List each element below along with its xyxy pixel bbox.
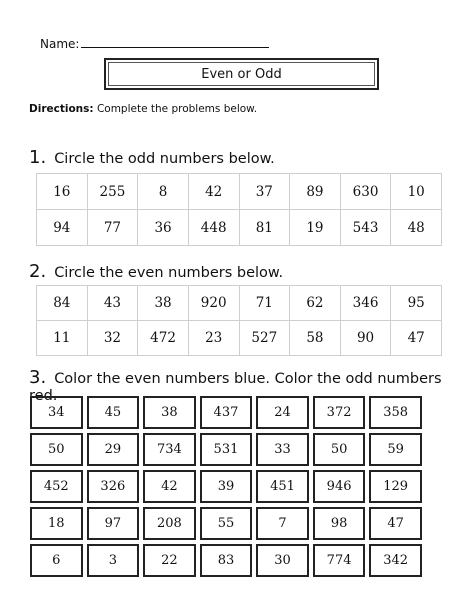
number-cell[interactable]: 30	[256, 544, 309, 577]
question-3-number: 3.	[29, 367, 47, 388]
grid-row	[30, 507, 422, 540]
question-1-grid	[36, 173, 442, 246]
number-cell[interactable]: 23	[188, 321, 239, 356]
number-cell[interactable]: 37	[239, 174, 290, 210]
number-cell[interactable]: 45	[87, 396, 140, 429]
question-3-text: Color the even numbers blue. Color the odd numbers red.	[29, 371, 442, 404]
number-cell[interactable]: 90	[340, 321, 391, 356]
number-cell[interactable]: 452	[30, 470, 83, 503]
directions-text: Complete the problems below.	[96, 103, 258, 115]
number-cell[interactable]: 43	[87, 286, 138, 321]
number-cell[interactable]: 47	[369, 507, 422, 540]
number-cell[interactable]: 451	[256, 470, 309, 503]
number-cell[interactable]: 29	[87, 433, 140, 466]
page-title: Even or Odd	[108, 62, 375, 86]
number-cell[interactable]: 3	[87, 544, 140, 577]
number-cell[interactable]: 920	[188, 286, 239, 321]
number-cell[interactable]: 81	[239, 210, 290, 246]
number-cell[interactable]: 448	[188, 210, 239, 246]
number-cell[interactable]: 98	[313, 507, 366, 540]
number-cell[interactable]: 38	[138, 286, 189, 321]
number-cell[interactable]: 42	[188, 174, 239, 210]
question-1-text: Circle the odd numbers below.	[54, 151, 275, 167]
question-2-number: 2.	[29, 261, 47, 282]
grid-row	[30, 470, 422, 503]
question-1	[29, 147, 275, 168]
name-field	[40, 35, 269, 51]
directions	[29, 103, 257, 115]
number-cell[interactable]: 372	[313, 396, 366, 429]
number-cell[interactable]: 543	[340, 210, 391, 246]
number-cell[interactable]: 255	[87, 174, 138, 210]
number-cell[interactable]: 129	[369, 470, 422, 503]
name-line[interactable]	[81, 35, 269, 48]
number-cell[interactable]: 83	[200, 544, 253, 577]
number-cell[interactable]: 47	[391, 321, 442, 356]
number-cell[interactable]: 55	[200, 507, 253, 540]
number-cell[interactable]: 77	[87, 210, 138, 246]
number-cell[interactable]: 24	[256, 396, 309, 429]
question-2	[29, 261, 283, 282]
title-box	[104, 58, 379, 90]
number-cell[interactable]: 11	[37, 321, 88, 356]
number-cell[interactable]: 62	[290, 286, 341, 321]
number-cell[interactable]: 527	[239, 321, 290, 356]
number-cell[interactable]: 33	[256, 433, 309, 466]
number-cell[interactable]: 630	[340, 174, 391, 210]
question-1-number: 1.	[29, 147, 47, 168]
number-cell[interactable]: 734	[143, 433, 196, 466]
question-3-grid	[26, 392, 426, 581]
grid-row	[37, 286, 442, 321]
grid-row	[30, 544, 422, 577]
number-cell[interactable]: 34	[30, 396, 83, 429]
number-cell[interactable]: 346	[340, 286, 391, 321]
number-cell[interactable]: 22	[143, 544, 196, 577]
number-cell[interactable]: 342	[369, 544, 422, 577]
number-cell[interactable]: 6	[30, 544, 83, 577]
number-cell[interactable]: 946	[313, 470, 366, 503]
number-cell[interactable]: 95	[391, 286, 442, 321]
number-cell[interactable]: 774	[313, 544, 366, 577]
number-cell[interactable]: 50	[30, 433, 83, 466]
number-cell[interactable]: 8	[138, 174, 189, 210]
question-2-grid	[36, 285, 442, 356]
grid-row	[37, 321, 442, 356]
number-cell[interactable]: 58	[290, 321, 341, 356]
number-cell[interactable]: 48	[391, 210, 442, 246]
directions-label: Directions:	[29, 103, 94, 115]
number-cell[interactable]: 97	[87, 507, 140, 540]
name-label: Name:	[40, 37, 80, 51]
number-cell[interactable]: 59	[369, 433, 422, 466]
number-cell[interactable]: 7	[256, 507, 309, 540]
grid-row	[37, 210, 442, 246]
number-cell[interactable]: 208	[143, 507, 196, 540]
number-cell[interactable]: 39	[200, 470, 253, 503]
number-cell[interactable]: 18	[30, 507, 83, 540]
number-cell[interactable]: 10	[391, 174, 442, 210]
number-cell[interactable]: 32	[87, 321, 138, 356]
number-cell[interactable]: 84	[37, 286, 88, 321]
number-cell[interactable]: 71	[239, 286, 290, 321]
number-cell[interactable]: 16	[37, 174, 88, 210]
question-2-text: Circle the even numbers below.	[54, 265, 284, 281]
number-cell[interactable]: 89	[290, 174, 341, 210]
grid-row	[37, 174, 442, 210]
number-cell[interactable]: 50	[313, 433, 366, 466]
number-cell[interactable]: 36	[138, 210, 189, 246]
number-cell[interactable]: 326	[87, 470, 140, 503]
number-cell[interactable]: 38	[143, 396, 196, 429]
number-cell[interactable]: 531	[200, 433, 253, 466]
number-cell[interactable]: 437	[200, 396, 253, 429]
number-cell[interactable]: 42	[143, 470, 196, 503]
number-cell[interactable]: 19	[290, 210, 341, 246]
number-cell[interactable]: 472	[138, 321, 189, 356]
number-cell[interactable]: 94	[37, 210, 88, 246]
grid-row	[30, 396, 422, 429]
number-cell[interactable]: 358	[369, 396, 422, 429]
grid-row	[30, 433, 422, 466]
